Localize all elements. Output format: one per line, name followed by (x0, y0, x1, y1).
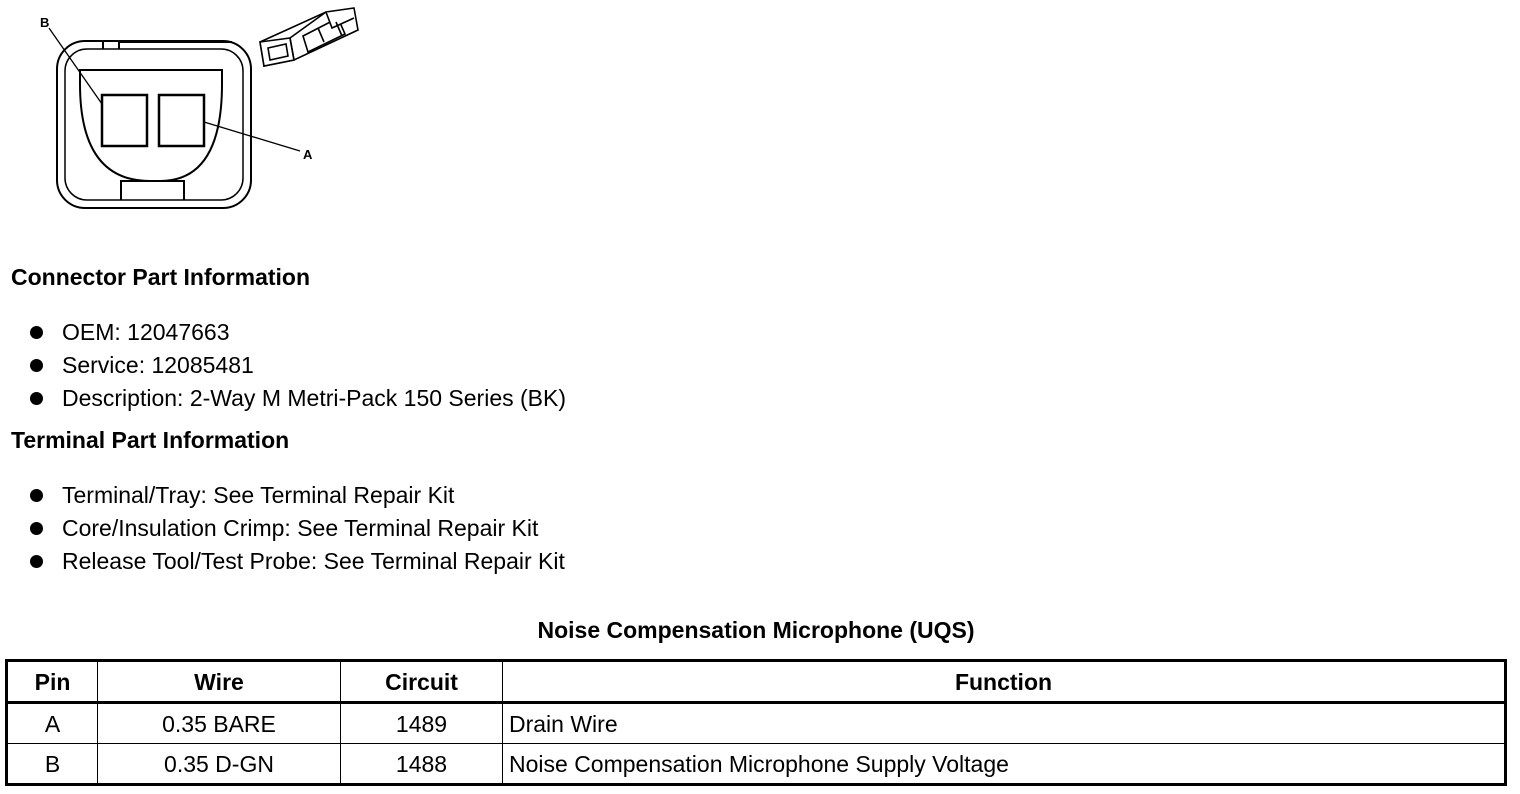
list-item-text: Description: 2-Way M Metri-Pack 150 Series (BK) (62, 385, 567, 411)
column-header-pin: Pin (7, 661, 98, 703)
connector-part-list (0, 316, 566, 415)
cell-function: Drain Wire (503, 703, 1506, 744)
bullet-icon (30, 326, 43, 339)
bullet-icon (30, 359, 43, 372)
cell-function: Noise Compensation Microphone Supply Voltage (503, 744, 1506, 785)
cell-pin: A (7, 703, 98, 744)
connector-thumbnail (260, 8, 358, 66)
cell-wire: 0.35 D-GN (98, 744, 341, 785)
list-item-text: Terminal/Tray: See Terminal Repair Kit (62, 482, 455, 508)
pin-table (5, 659, 1507, 786)
table-header-row (7, 661, 1506, 703)
cell-pin: B (7, 744, 98, 785)
bullet-icon (30, 489, 43, 502)
table-row (7, 744, 1506, 785)
cavity-label-a: A (303, 147, 313, 162)
list-item-text: OEM: 12047663 (62, 319, 230, 345)
pin-table-title: Noise Compensation Microphone (UQS) (537, 617, 975, 643)
list-item (0, 479, 565, 512)
connector-part-heading: Connector Part Information (11, 264, 311, 290)
list-item (0, 316, 566, 349)
list-item (0, 512, 565, 545)
cell-wire: 0.35 BARE (98, 703, 341, 744)
cavity-label-b: B (40, 15, 50, 30)
column-header-circuit: Circuit (341, 661, 503, 703)
list-item-text: Core/Insulation Crimp: See Terminal Repair Kit (62, 515, 539, 541)
column-header-function: Function (503, 661, 1506, 703)
list-item-text: Service: 12085481 (62, 352, 254, 378)
terminal-part-heading: Terminal Part Information (11, 427, 290, 453)
column-header-wire: Wire (98, 661, 341, 703)
list-item (0, 545, 565, 578)
list-item (0, 382, 566, 415)
connector-face-diagram (0, 0, 380, 215)
list-item-text: Release Tool/Test Probe: See Terminal Repair Kit (62, 548, 565, 574)
cell-circuit: 1488 (341, 744, 503, 785)
bullet-icon (30, 555, 43, 568)
cell-circuit: 1489 (341, 703, 503, 744)
table-row (7, 703, 1506, 744)
list-item (0, 349, 566, 382)
connector-outline (57, 41, 251, 208)
terminal-part-list (0, 479, 565, 578)
bullet-icon (30, 392, 43, 405)
bullet-icon (30, 522, 43, 535)
